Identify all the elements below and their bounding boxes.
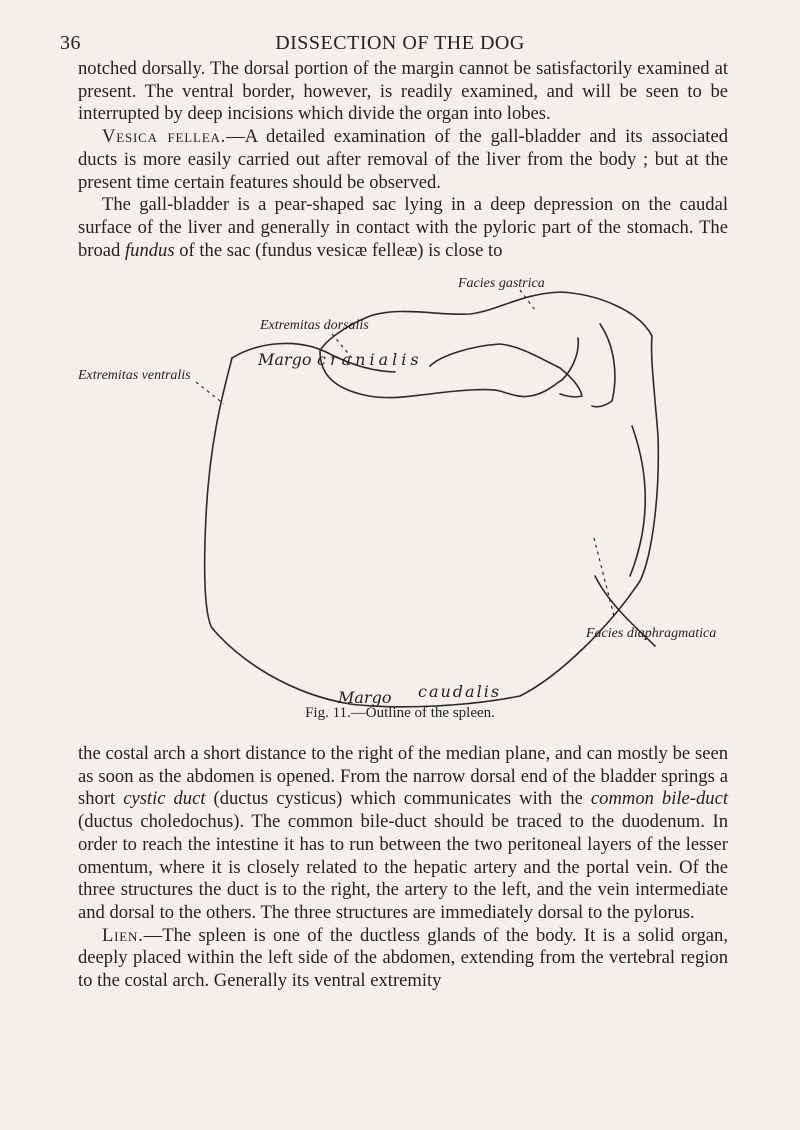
leader-facies-diaphragmatica [594, 538, 614, 616]
right-inner-curve [592, 324, 615, 407]
term-fundus: fundus [124, 239, 175, 261]
label-margo-cranialis-1: Margo [258, 350, 312, 369]
label-facies-diaphragmatica: Facies diaphragmatica [586, 626, 717, 641]
leader-extremitas-ventralis [196, 382, 224, 404]
label-facies-gastrica: Facies gastrica [458, 276, 545, 291]
top-text-block [78, 58, 728, 262]
gall-bladder-text: The gall-bladder is a pear-shaped sac lying in a deep depression on the caudal surface of the liver and generally in contact with the pyloric part of the stomach. The broad [78, 194, 728, 261]
section-heading-lien: Lien. [102, 924, 144, 946]
spleen-outline-drawing [0, 276, 800, 736]
gall-bladder-text-end: of the sac (fundus vesicæ felleæ) is close to [174, 239, 503, 261]
paragraph-vesica-fellea [78, 126, 728, 194]
label-extremitas-ventralis: Extremitas ventralis [78, 368, 191, 383]
hilus-outline [560, 368, 582, 397]
lien-text: —The spleen is one of the ductless glands of the body. It is a solid organ, deeply placed within the left side of the abdomen, extending from the vertebral region to the costal arch. Generally its ventral extremity [78, 924, 728, 992]
bottom-text-block [78, 743, 728, 993]
label-margo-cranialis-2: cranialis [317, 350, 423, 369]
paragraph-liver-margin: notched dorsally. The dorsal portion of the margin cannot be satisfactorily examined at present. The ventral border, however, is readily examined, and will be seen to be interrupted by deep incisions which divide the organ into lobes. [78, 58, 728, 125]
paragraph-lien [78, 925, 728, 993]
bile-duct-text-2: (ductus cysticus) which communicates with the [205, 788, 591, 810]
paragraph-gall-bladder [78, 194, 728, 262]
vesica-fellea-text: —A detailed examination of the gall-bladder and its associated ducts is more easily carried out after removal of the liver from the body ; but at the present time certain features should be observed. [78, 126, 728, 193]
section-heading-vesica-fellea: Vesica fellea. [102, 126, 227, 148]
bile-duct-text-1: the costal arch a short distance to the right of the median plane, and can mostly be seen as soon as the abdomen is opened. From the narrow dorsal end of the bladder springs a short [78, 743, 728, 810]
label-extremitas-dorsalis: Extremitas dorsalis [260, 318, 369, 333]
page-number: 36 [60, 32, 81, 54]
spleen-figure [0, 276, 800, 736]
lower-right-curve [630, 426, 645, 576]
figure-caption: Fig. 11.—Outline of the spleen. [305, 705, 495, 721]
bile-duct-text-3: (ductus choledochus). The common bile-duct should be traced to the duodenum. In order to reach the intestine it has to run between the two peritoneal layers of the lesser omentum, where it is closely related to the hepatic artery and the portal vein. Of the three structures the duct is to the right, the artery to the left, and the vein intermediate and dorsal to the others. The three structures are immediately dorsal to the pylorus. [78, 811, 728, 923]
term-common-bile-duct: common bile-duct [590, 788, 728, 810]
paragraph-bile-duct [78, 743, 728, 925]
label-margo-caudalis-1: Margo [338, 688, 392, 707]
term-cystic-duct: cystic duct [123, 788, 206, 810]
facies-gastrica-inner-outline [430, 344, 560, 368]
running-title: DISSECTION OF THE DOG [275, 32, 525, 54]
leader-facies-gastrica [520, 290, 535, 310]
label-margo-caudalis-2: caudalis [418, 682, 502, 701]
